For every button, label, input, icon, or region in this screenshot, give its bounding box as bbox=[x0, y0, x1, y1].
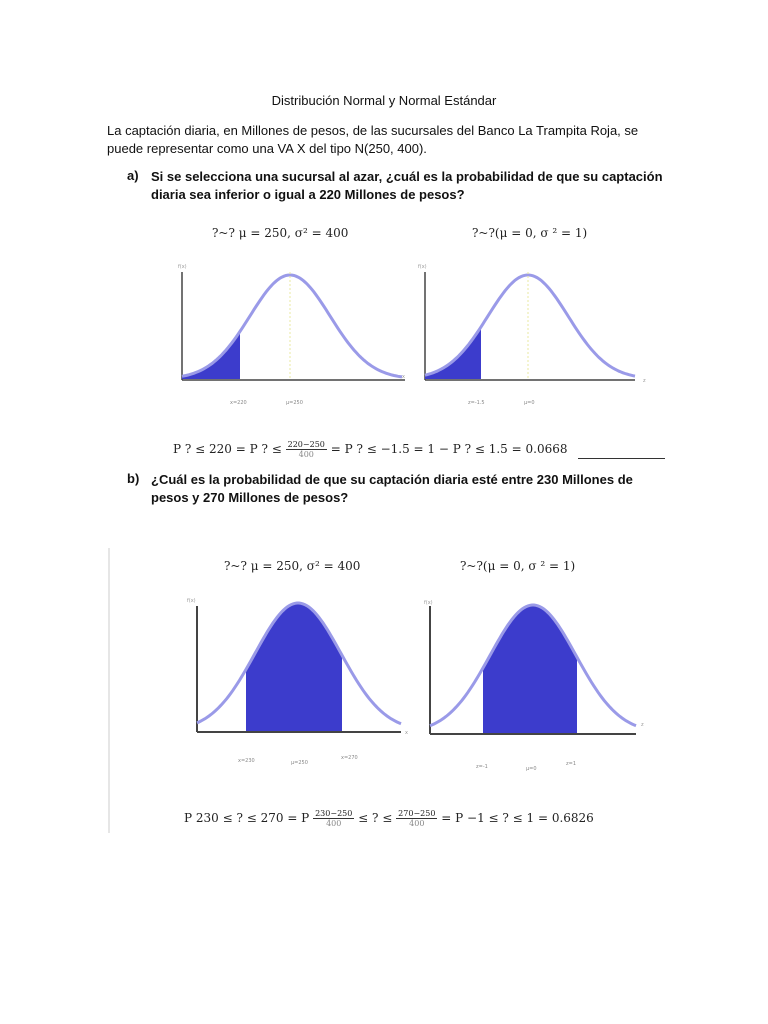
formula-part-1: P ? ≤ 220 = P ? ≤ bbox=[173, 442, 282, 456]
formula-answer: 0.0668 bbox=[525, 442, 568, 456]
y-axis-title: f(x) bbox=[187, 598, 196, 604]
mu-label: μ=250 bbox=[286, 400, 303, 406]
x2-label: x=270 bbox=[341, 755, 358, 761]
formula-part-2: = P −1 ≤ ? ≤ 1 = 0.6826 bbox=[441, 811, 594, 825]
question-a-dist-left: ?~? μ = 250, σ² = 400 bbox=[212, 226, 349, 240]
z1-label: z=-1 bbox=[476, 764, 488, 770]
x-label: x=220 bbox=[230, 400, 247, 406]
x-axis-title: z bbox=[641, 722, 644, 728]
question-a-formula bbox=[173, 440, 568, 459]
z-label: z=-1.5 bbox=[468, 400, 485, 406]
question-b-marker: b) bbox=[127, 471, 140, 486]
x-axis-title: x bbox=[402, 374, 405, 380]
fraction-2 bbox=[396, 809, 437, 828]
fraction-1-numerator: 230−250 bbox=[315, 809, 353, 818]
mu-label: μ=0 bbox=[526, 766, 537, 772]
fraction bbox=[286, 440, 327, 459]
y-axis-title: f(x) bbox=[424, 600, 433, 606]
fraction-2-numerator: 270−250 bbox=[398, 809, 436, 818]
document-title: Distribución Normal y Normal Estándar bbox=[271, 93, 497, 108]
x-axis-title: x bbox=[405, 730, 408, 736]
question-a-text: Si se selecciona una sucursal al azar, ¿cuál es la probabilidad de que su captación diaria sea inferior o igual a 220 Millones de pesos? bbox=[151, 169, 663, 202]
formula-part-2: = P ? ≤ −1.5 = 1 − P ? ≤ 1.5 = bbox=[330, 442, 522, 456]
normal-curve bbox=[182, 275, 402, 377]
chart-a-left bbox=[170, 258, 415, 413]
left-margin-bar bbox=[108, 548, 110, 833]
x-axis-title: z bbox=[643, 378, 646, 384]
question-b-dist-left: ?~? μ = 250, σ² = 400 bbox=[224, 559, 361, 573]
shaded-area-central bbox=[246, 603, 342, 731]
question-a-dist-right: ?~?(μ = 0, σ ² = 1) bbox=[472, 226, 588, 240]
x1-label: x=230 bbox=[238, 758, 255, 764]
fraction-numerator: 220−250 bbox=[287, 440, 325, 449]
formula-mid: ≤ ? ≤ bbox=[358, 811, 393, 825]
z2-label: z=1 bbox=[566, 761, 576, 767]
shaded-area-left-tail bbox=[182, 331, 240, 379]
question-b-text: ¿Cuál es la probabilidad de que su captación diaria esté entre 230 Millones de pesos y 270 Millones de pesos? bbox=[151, 472, 633, 505]
chart-a-right bbox=[410, 258, 655, 413]
shaded-area-central bbox=[483, 605, 577, 733]
question-a-marker: a) bbox=[127, 168, 139, 183]
chart-b-right bbox=[416, 592, 656, 774]
answer-underline bbox=[578, 458, 665, 459]
y-axis-title: f(x) bbox=[178, 264, 187, 270]
y-axis-title: f(x) bbox=[418, 264, 427, 270]
chart-b-left bbox=[183, 592, 415, 774]
fraction-1-denominator: 400 bbox=[326, 819, 342, 828]
mu-label: μ=0 bbox=[524, 400, 535, 406]
question-b-formula bbox=[184, 809, 594, 828]
fraction-denominator: 400 bbox=[298, 450, 314, 459]
fraction-1 bbox=[313, 809, 354, 828]
formula-part-1: P 230 ≤ ? ≤ 270 = P bbox=[184, 811, 310, 825]
question-b-dist-right: ?~?(μ = 0, σ ² = 1) bbox=[460, 559, 576, 573]
fraction-2-denominator: 400 bbox=[409, 819, 425, 828]
intro-paragraph: La captación diaria, en Millones de pesos, de las sucursales del Banco La Trampita Roja, se puede representar como una VA X del tipo N(250, 400). bbox=[107, 123, 639, 156]
mu-label: μ=250 bbox=[291, 760, 308, 766]
